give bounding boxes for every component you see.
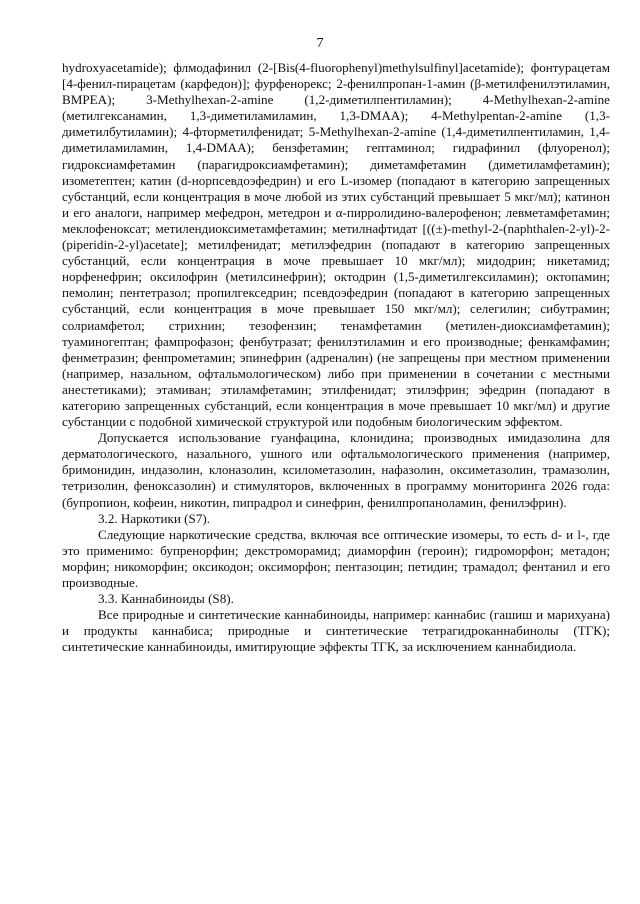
section-heading-cannabinoids: 3.3. Каннабиноиды (S8). [98,591,234,607]
section-heading-narcotics: 3.2. Наркотики (S7). [98,510,210,526]
permitted-use-paragraph: Допускается использование гуанфацина, клонидина; производных имидазолина для дерматологического, назального, ушного или офтальмологического применения (например, бримонидин, индазолин, клоназолин, ксилометазолин, нафазолин, оксиметазолин, трамазолин, тетризолин, феноксазолин) и стимуляторов, включенных в программу мониторинга 2026 года: (бупропион, кофеин, никотин, пипрадрол и синефрин, фенилпропаноламин, фенилэфрин). [62,430,610,510]
stimulants-list-paragraph: hydroxyacetamide); флмодафинил (2-[Bis(4-fluorophenyl)methylsulfinyl]acetamide); фонтурацетам [4-фенил-пирацетам (карфедон)]; фурфенорекс; 2-фенилпропан-1-амин (β-метилфенилэтиламин, BMPEA); 3-Methylhexan-2-amine (1,2-диметилпентиламин); 4-Methylhexan-2-amine (метилгексанамин, 1,3-диметиламиламин, 1,3-DMAA); 4-Methylpentan-2-amine (1,3-диметилбутиламин); 4-фторметилфенидат; 5-Methylhexan-2-amine (1,4-диметилпентиламин, 1,4-диметиламиламин, 1,4-DMAA); бензфетамин; гептаминол; гидрафинил (флуоренол); гидроксиамфетамин (парагидроксиамфетамин); диметамфетамин (диметиламфетамин); изометептен; катин (d-норпсевдоэфедрин) и его L-изомер (попадают в категорию запрещенных субстанций, если концентрация в моче любой из этих субстанций превышает 5 мкг/мл); катинон и его аналоги, например мефедрон, метедрон и α-пирролидино-валерофенон; левметамфетамин; меклофеноксат; метилендиоксиметамфетамин; метилнафтидат [((±)-methyl-2-(naphthalen-2-yl)-2-(piperidin-2-yl)acetate]; метилфенидат; метилэфедрин (попадают в категорию запрещенных субстанций, если концентрация в моче превышает 10 мкг/мл); мидодрин; никетамид; норфенефрин; оксилофрин (метилсинефрин); октодрин (1,5-диметилгексиламин); октопамин; пемолин; пентетразол; пропилгекседрин; псевдоэфедрин (попадают в категорию запрещенных субстанций, если концентрация в моче превышает 150 мкг/мл); селегилин; сибутрамин; солриамфетол; стрихнин; тезофензин; тенамфетамин (метилен-диоксиамфетамин); туаминогептан; фампрофазон; фенбутразат; фенилэтиламин и его производные; фенкамфамин; фенметразин; фенпрометамин; эпинефрин (адреналин) (не запрещены при местном применении (например, назальном, офтальмологическом) либо при применении в сочетании с местными анестетиками); этамиван; этиламфетамин; этилфенидат; этилэфрин; эфедрин (попадают в категорию запрещенных субстанций, если концентрация в моче превышает 10 мкг/мл) и другие субстанции с подобной химической структурой или подобным биологическим эффектом. [62,60,610,430]
page-number: 7 [316,36,324,51]
cannabinoids-paragraph: Все природные и синтетические каннабиноиды, например: каннабис (гашиш и марихуана) и продукты каннабиса; природные и синтетические тетрагидроканнабинолы (ТГК); синтетические каннабиноиды, имитирующие эффекты ТГК, за исключением каннабидиола. [62,607,610,655]
document-body [62,60,610,655]
narcotics-list-paragraph: Следующие наркотические средства, включая все оптические изомеры, то есть d- и l-, где это применимо: бупренорфин; декстроморамид; диаморфин (героин); гидроморфон; метадон; морфин; никоморфин; оксикодон; оксиморфон; пентазоцин; петидин; трамадол; фентанил и его производные. [62,526,610,590]
